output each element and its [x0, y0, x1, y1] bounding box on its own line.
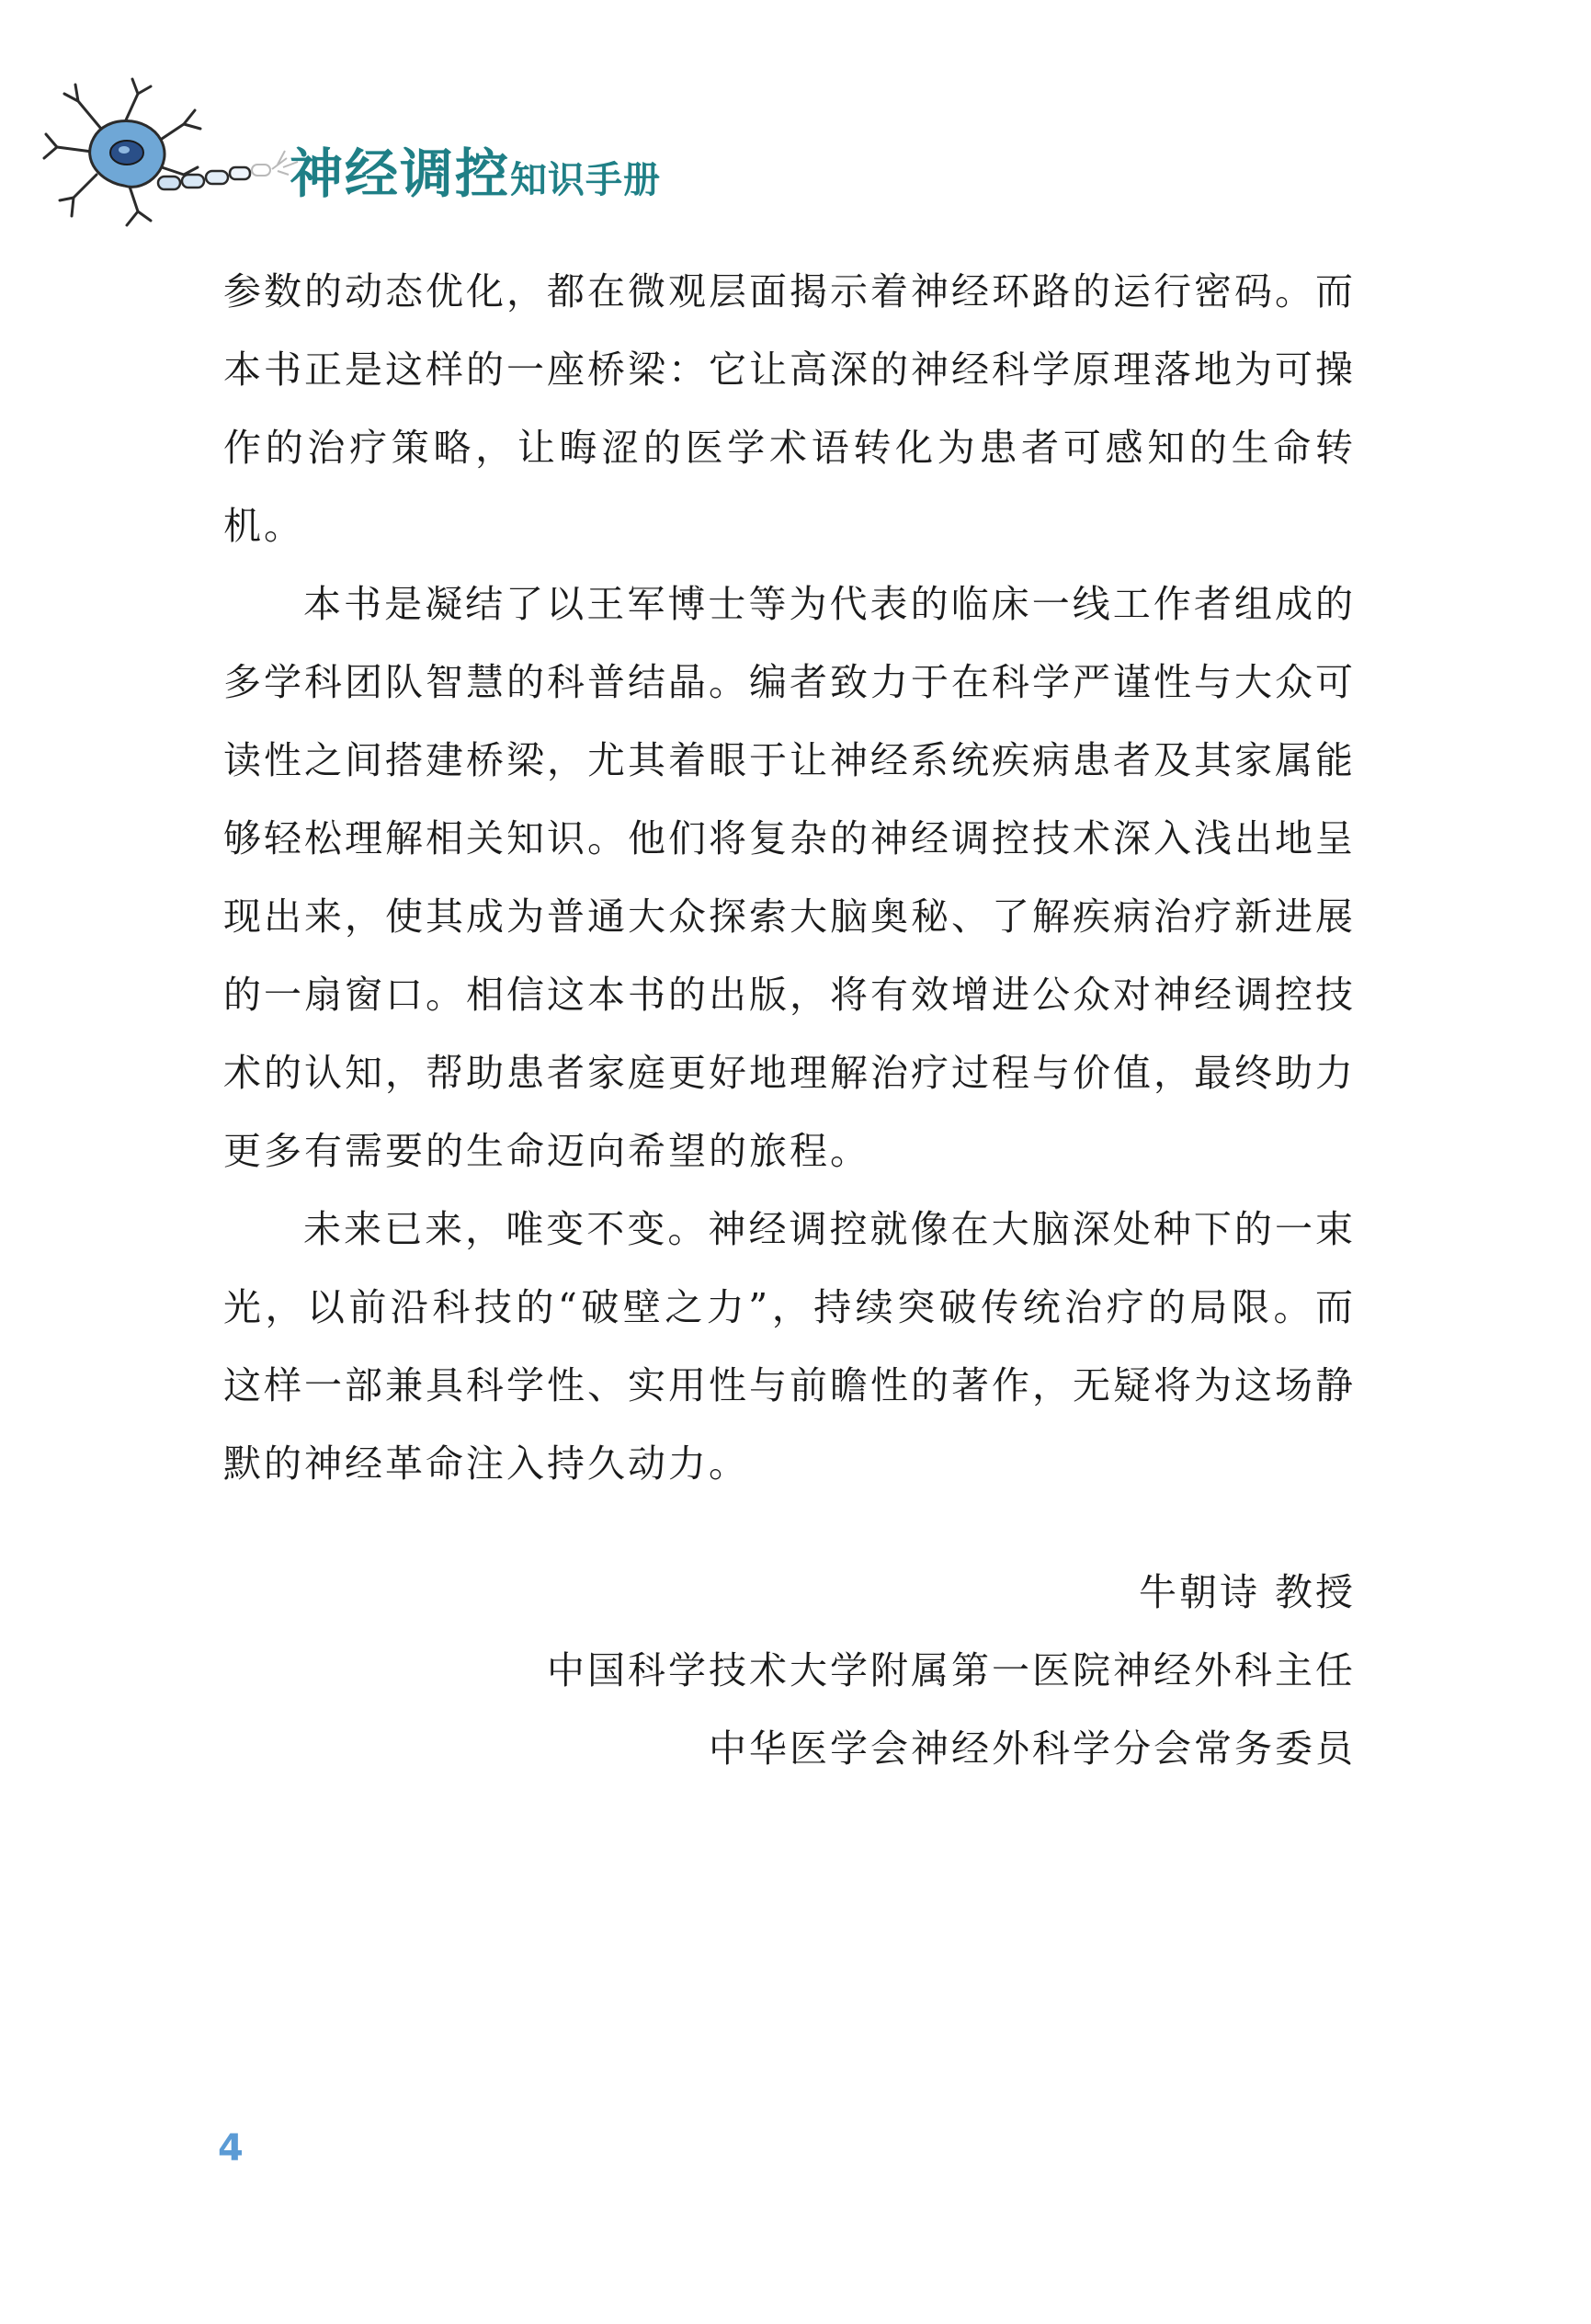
author-title-1: 中国科学技术大学附属第一医院神经外科主任 [547, 1648, 1356, 1692]
signature-block [547, 1554, 1356, 1788]
running-header [37, 74, 864, 230]
header-title [290, 131, 661, 208]
header-title-sub: 知识手册 [510, 159, 662, 201]
paragraph-1: 参数的动态优化，都在微观层面揭示着神经环路的运行密码。而本书正是这样的一座桥梁：它让高深的神经科学原理落地为可操作的治疗策略，让晦涩的医学术语转化为患者可感知的生命转机。 [223, 269, 1356, 548]
paragraph-3: 未来已来，唯变不变。神经调控就像在大脑深处种下的一束光，以前沿科技的“破壁之力”，持续突破传统治疗的局限。而这样一部兼具科学性、实用性与前瞻性的著作，无疑将为这场静默的神经革命注入持久动力。 [223, 1207, 1356, 1486]
body-text [223, 253, 1356, 1503]
page-number: 4 [218, 2127, 244, 2170]
neuron-icon [37, 74, 331, 230]
header-title-main: 神经调控 [290, 142, 511, 205]
paragraph-2: 本书是凝结了以王军博士等为代表的临床一线工作者组成的多学科团队智慧的科普结晶。编者致力于在科学严谨性与大众可读性之间搭建桥梁，尤其着眼于让神经系统疾病患者及其家属能够轻松理解相关知识。他们将复杂的神经调控技术深入浅出地呈现出来，使其成为普通大众探索大脑奥秘、了解疾病治疗新进展的一扇窗口。相信这本书的出版，将有效增进公众对神经调控技术的认知，帮助患者家庭更好地理解治疗过程与价值，最终助力更多有需要的生命迈向希望的旅程。 [223, 582, 1356, 1173]
author-title-2: 中华医学会神经外科学分会常务委员 [709, 1726, 1356, 1771]
author-name: 牛朝诗 教授 [1138, 1570, 1356, 1614]
